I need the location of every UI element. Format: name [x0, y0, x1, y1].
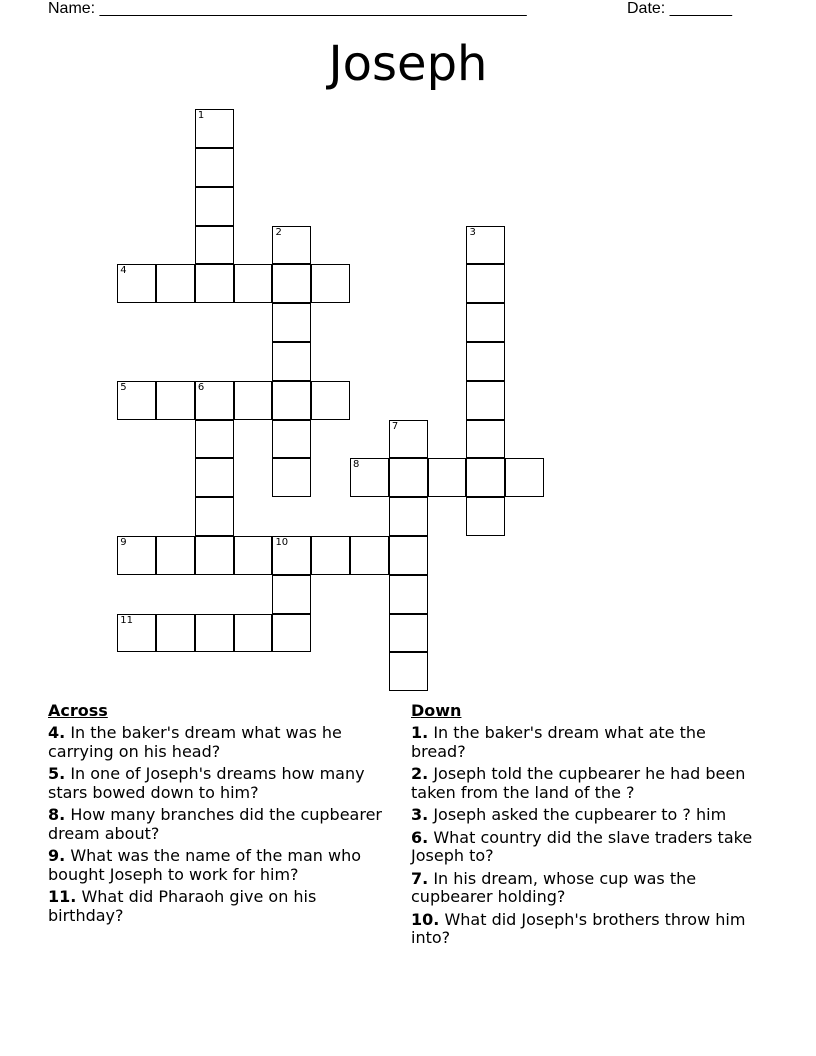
grid-cell[interactable] [195, 109, 234, 148]
clue-number: 9. [48, 846, 66, 865]
clue-number-label: 11 [120, 614, 133, 626]
clue-text: What country did the slave traders take Joseph to? [411, 827, 753, 865]
across-heading: Across [48, 701, 108, 720]
grid-cell[interactable] [195, 148, 234, 187]
grid-cell[interactable] [466, 226, 505, 265]
clue-text: Joseph asked the cupbearer to ? him [433, 805, 727, 824]
grid-cell[interactable] [311, 536, 350, 575]
across-clues [48, 702, 393, 929]
clue-number-label: 8 [353, 459, 360, 471]
clue-number: 3. [411, 805, 429, 824]
clue-text: In the baker's dream what was he carrying on his head? [48, 723, 342, 761]
page-title: Joseph [328, 36, 488, 92]
grid-cell[interactable] [389, 575, 428, 614]
clue-text: What did Joseph's brothers throw him into? [411, 909, 746, 947]
clue-text: In his dream, whose cup was the cupbearer holding? [411, 868, 697, 906]
grid-cell[interactable] [156, 381, 195, 420]
clue-number: 11. [48, 887, 77, 906]
clue-across-5 [48, 765, 393, 802]
clue-down-6 [411, 829, 756, 866]
clue-number: 10. [411, 909, 440, 929]
grid-cell[interactable] [466, 381, 505, 420]
grid-cell[interactable] [466, 420, 505, 459]
grid-cell[interactable] [272, 264, 311, 303]
clue-number-label: 5 [120, 381, 127, 393]
clue-number: 4. [48, 723, 66, 742]
grid-cell[interactable] [389, 497, 428, 536]
grid-cell[interactable] [389, 652, 428, 691]
clue-number-label: 1 [197, 110, 205, 122]
grid-cell[interactable] [195, 187, 234, 226]
clue-down-2 [411, 765, 756, 802]
grid-cell[interactable] [234, 381, 273, 420]
grid-cell[interactable] [389, 536, 428, 575]
grid-cell[interactable] [389, 614, 428, 653]
grid-cell[interactable] [466, 264, 505, 303]
down-heading: Down [411, 701, 462, 720]
grid-cell[interactable] [466, 458, 505, 497]
grid-cell[interactable] [195, 420, 234, 459]
clue-text: What was the name of the man who bought Joseph to work for him? [48, 846, 362, 884]
clue-across-9 [48, 847, 393, 884]
clue-across-4 [48, 724, 393, 761]
grid-cell[interactable] [195, 264, 234, 303]
clue-number-label: 3 [469, 226, 476, 238]
clue-number-label: 9 [120, 537, 127, 549]
grid-cell[interactable] [272, 420, 311, 459]
grid-cell[interactable] [311, 381, 350, 420]
grid-cell[interactable] [195, 497, 234, 536]
grid-cell[interactable] [195, 226, 234, 265]
grid-cell[interactable] [389, 420, 428, 459]
grid-cell[interactable] [505, 458, 544, 497]
clue-number-label: 4 [120, 265, 127, 277]
clue-number-label: 10 [275, 537, 289, 549]
down-clues [411, 702, 756, 952]
clue-down-3 [411, 806, 756, 825]
grid-cell[interactable] [156, 614, 195, 653]
grid-cell[interactable] [466, 497, 505, 536]
grid-cell[interactable] [272, 458, 311, 497]
clue-across-11 [48, 888, 393, 925]
grid-cell[interactable] [117, 536, 156, 575]
grid-cell[interactable] [195, 536, 234, 575]
clue-number-label: 2 [275, 226, 282, 238]
clue-number: 8. [48, 805, 66, 824]
clue-down-1 [411, 724, 756, 761]
grid-cell[interactable] [234, 614, 273, 653]
grid-cell[interactable] [156, 536, 195, 575]
clue-text: In one of Joseph's dreams how many stars bowed down to him? [48, 764, 365, 802]
clue-text: How many branches did the cupbearer dream about? [48, 805, 383, 843]
grid-cell[interactable] [428, 458, 467, 497]
clue-text: What did Pharaoh give on his birthday? [48, 887, 317, 925]
clue-number-label: 7 [391, 420, 399, 432]
clue-number: 5. [48, 764, 66, 783]
grid-cell[interactable] [311, 264, 350, 303]
grid-cell[interactable] [466, 342, 505, 381]
grid-cell[interactable] [350, 458, 389, 497]
name-field[interactable]: Name: ________________________________________________ [48, 0, 527, 17]
grid-cell[interactable] [272, 342, 311, 381]
grid-cell[interactable] [195, 381, 234, 420]
grid-cell[interactable] [117, 264, 156, 303]
grid-cell[interactable] [234, 536, 273, 575]
clue-number: 7. [411, 868, 429, 888]
clue-text: In the baker's dream what ate the bread? [411, 723, 706, 761]
grid-cell[interactable] [272, 303, 311, 342]
clue-down-7 [411, 870, 756, 907]
grid-cell[interactable] [272, 381, 311, 420]
grid-cell[interactable] [272, 575, 311, 614]
grid-cell[interactable] [195, 458, 234, 497]
date-field[interactable]: Date: _______ [627, 0, 732, 17]
grid-cell[interactable] [350, 536, 389, 575]
grid-cell[interactable] [466, 303, 505, 342]
grid-cell[interactable] [272, 226, 311, 265]
grid-cell[interactable] [272, 614, 311, 653]
grid-cell[interactable] [117, 381, 156, 420]
grid-cell[interactable] [156, 264, 195, 303]
clue-down-10 [411, 911, 756, 948]
clue-number: 1. [411, 723, 429, 742]
grid-cell[interactable] [117, 614, 156, 653]
grid-cell[interactable] [234, 264, 273, 303]
grid-cell[interactable] [195, 614, 234, 653]
clue-text: Joseph told the cupbearer he had been taken from the land of the ? [411, 764, 746, 802]
grid-cell[interactable] [272, 536, 311, 575]
clue-number: 2. [411, 764, 429, 783]
clue-number: 6. [411, 827, 429, 847]
clue-number-label: 6 [197, 381, 205, 393]
grid-cell[interactable] [389, 458, 428, 497]
clue-across-8 [48, 806, 393, 843]
